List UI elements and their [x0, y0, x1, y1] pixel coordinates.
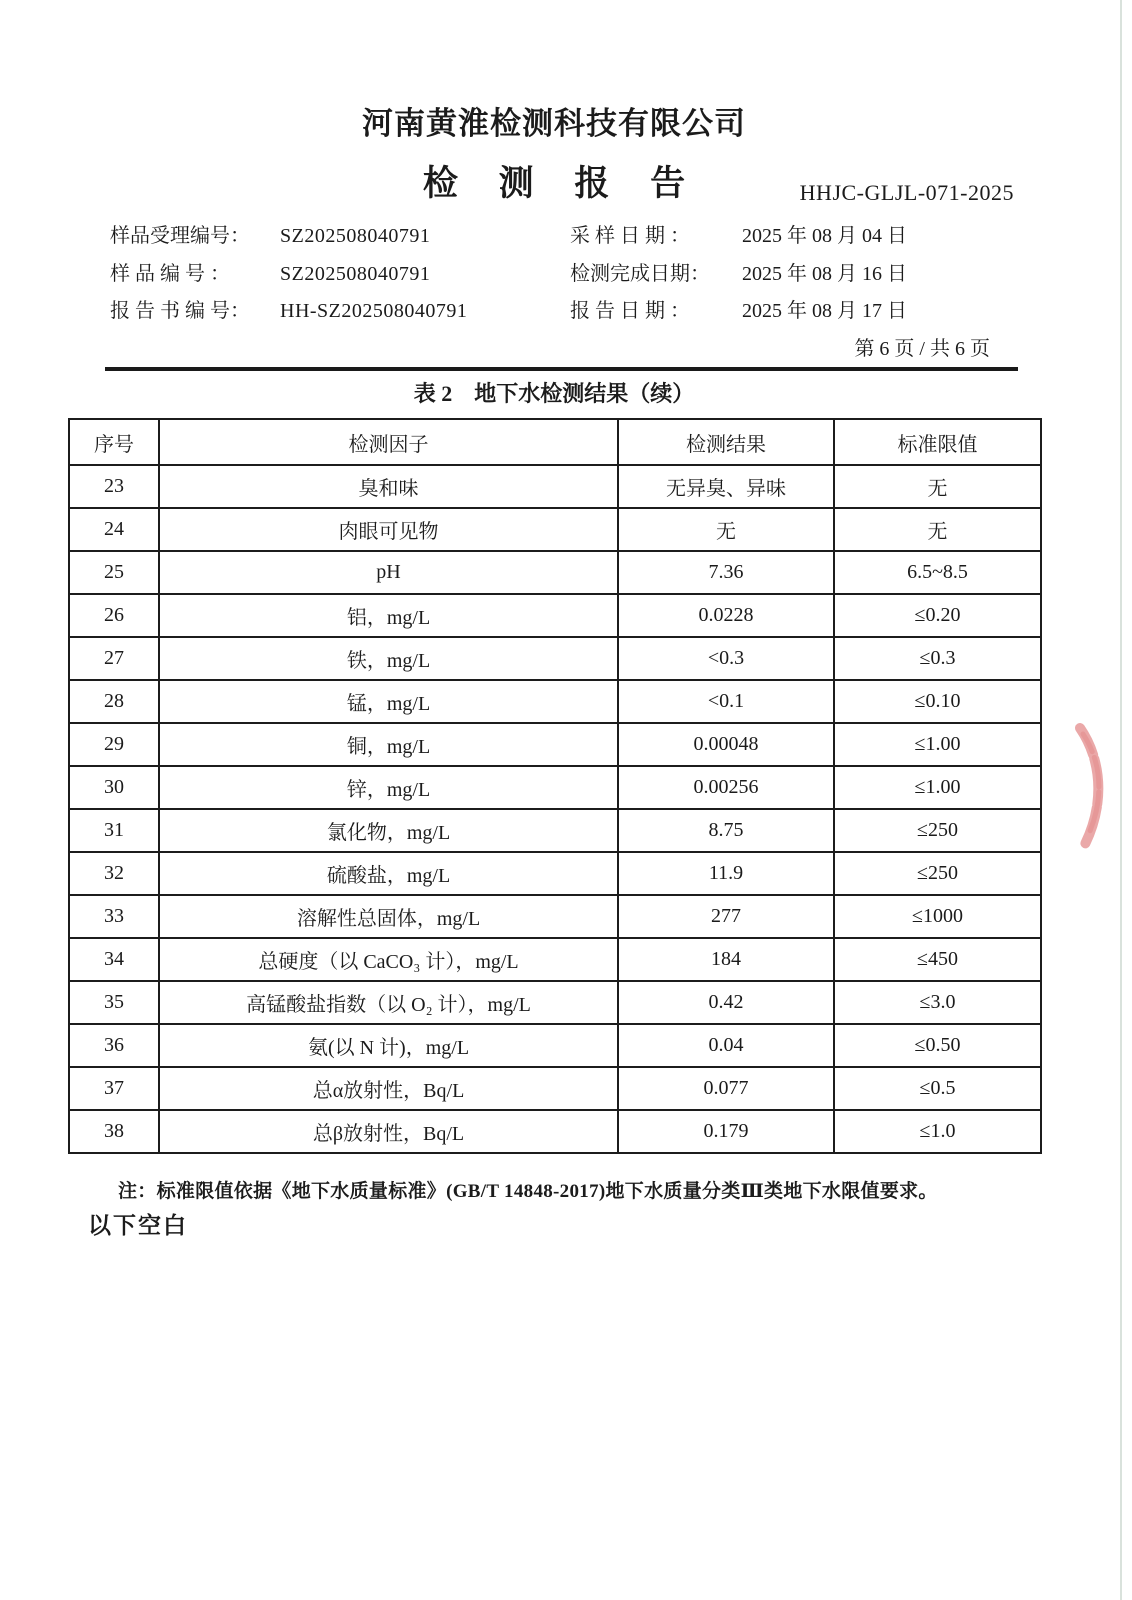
cell-limit: ≤1.00	[834, 723, 1041, 766]
cell-limit: ≤450	[834, 938, 1041, 981]
cell-limit: ≤1.0	[834, 1110, 1041, 1153]
table-row	[69, 1067, 1041, 1110]
cell-seq: 35	[69, 981, 159, 1024]
cell-factor: 总α放射性，Bq/L	[159, 1067, 618, 1110]
cell-seq: 23	[69, 465, 159, 508]
sampling-date-label: 采 样 日 期 ：	[570, 225, 690, 247]
cell-result: 7.36	[618, 551, 834, 594]
cell-seq: 28	[69, 680, 159, 723]
cell-result: 0.0228	[618, 594, 834, 637]
cell-limit: ≤0.5	[834, 1067, 1041, 1110]
cell-result: 无异臭、异味	[618, 465, 834, 508]
header-result: 检测结果	[618, 419, 834, 465]
table-row	[69, 594, 1041, 637]
cell-result: 0.00256	[618, 766, 834, 809]
cell-seq: 38	[69, 1110, 159, 1153]
table-row	[69, 1110, 1041, 1153]
test-complete-date-value: 2025 年 08 月 16 日	[742, 263, 907, 285]
report-date-label: 报 告 日 期 ：	[570, 300, 690, 322]
cell-limit: 无	[834, 508, 1041, 551]
standard-note: 注：标准限值依据《地下水质量标准》(GB/T 14848-2017)地下水质量分类Ⅲ类地下水限值要求。	[118, 1181, 938, 1202]
sample-acceptance-no-value: SZ202508040791	[280, 225, 431, 247]
table-row	[69, 852, 1041, 895]
table-row	[69, 809, 1041, 852]
header-seq: 序号	[69, 419, 159, 465]
sample-no-label: 样 品 编 号 ：	[110, 263, 230, 285]
table-row	[69, 680, 1041, 723]
meta-row-3	[0, 297, 1132, 325]
report-no-value: HH-SZ202508040791	[280, 300, 468, 322]
sampling-date-value: 2025 年 08 月 04 日	[742, 225, 907, 247]
test-complete-date-label: 检测完成日期：	[570, 263, 710, 285]
cell-factor: 锌，mg/L	[159, 766, 618, 809]
cell-factor: 溶解性总固体，mg/L	[159, 895, 618, 938]
cell-result: 184	[618, 938, 834, 981]
cell-result: 0.00048	[618, 723, 834, 766]
cell-limit: ≤250	[834, 852, 1041, 895]
red-seal-fragment	[1070, 722, 1122, 856]
cell-seq: 33	[69, 895, 159, 938]
table-row	[69, 637, 1041, 680]
report-code: HHJC-GLJL-071-2025	[799, 180, 1014, 205]
header-factor: 检测因子	[159, 419, 618, 465]
cell-seq: 27	[69, 637, 159, 680]
header-rule	[105, 367, 1018, 371]
cell-seq: 30	[69, 766, 159, 809]
table-header-row	[69, 419, 1041, 465]
cell-limit: ≤0.50	[834, 1024, 1041, 1067]
sample-acceptance-no-label: 样品受理编号：	[110, 225, 250, 247]
cell-limit: ≤3.0	[834, 981, 1041, 1024]
cell-seq: 36	[69, 1024, 159, 1067]
cell-result: 8.75	[618, 809, 834, 852]
cell-factor: pH	[159, 551, 618, 594]
report-title: 检 测 报 告	[422, 164, 702, 203]
cell-seq: 31	[69, 809, 159, 852]
cell-result: 0.077	[618, 1067, 834, 1110]
scan-edge-artifact	[1120, 0, 1122, 1600]
cell-seq: 37	[69, 1067, 159, 1110]
cell-seq: 24	[69, 508, 159, 551]
cell-result: 11.9	[618, 852, 834, 895]
page-indicator: 第 6 页 / 共 6 页	[854, 338, 990, 360]
cell-limit: 无	[834, 465, 1041, 508]
cell-limit: ≤0.10	[834, 680, 1041, 723]
cell-factor: 硫酸盐，mg/L	[159, 852, 618, 895]
cell-seq: 25	[69, 551, 159, 594]
cell-result: 0.04	[618, 1024, 834, 1067]
sample-no-value: SZ202508040791	[280, 263, 431, 285]
cell-factor: 锰，mg/L	[159, 680, 618, 723]
table-row	[69, 938, 1041, 981]
cell-limit: ≤1.00	[834, 766, 1041, 809]
cell-result: 277	[618, 895, 834, 938]
cell-seq: 34	[69, 938, 159, 981]
cell-limit: ≤1000	[834, 895, 1041, 938]
table-title: 表 2 地下水检测结果（续）	[413, 381, 695, 406]
report-date-value: 2025 年 08 月 17 日	[742, 300, 907, 322]
results-table	[68, 418, 1042, 1154]
meta-row-2	[0, 260, 1132, 288]
cell-factor: 总β放射性，Bq/L	[159, 1110, 618, 1153]
report-no-label: 报 告 书 编 号：	[110, 300, 250, 322]
cell-factor: 总硬度（以 CaCO₃ 计），mg/L	[159, 938, 618, 981]
cell-result: 无	[618, 508, 834, 551]
cell-limit: ≤250	[834, 809, 1041, 852]
table-row	[69, 1024, 1041, 1067]
table-row	[69, 766, 1041, 809]
meta-row-1	[0, 222, 1132, 250]
cell-result: 0.179	[618, 1110, 834, 1153]
header-limit: 标准限值	[834, 419, 1041, 465]
blank-below-label: 以下空白	[88, 1212, 188, 1238]
cell-factor: 肉眼可见物	[159, 508, 618, 551]
cell-result: 0.42	[618, 981, 834, 1024]
cell-limit: ≤0.20	[834, 594, 1041, 637]
table-row	[69, 508, 1041, 551]
table-row	[69, 981, 1041, 1024]
table-row	[69, 465, 1041, 508]
cell-limit: 6.5~8.5	[834, 551, 1041, 594]
cell-factor: 臭和味	[159, 465, 618, 508]
table-row	[69, 551, 1041, 594]
cell-seq: 26	[69, 594, 159, 637]
cell-seq: 29	[69, 723, 159, 766]
table-row	[69, 895, 1041, 938]
cell-result: <0.3	[618, 637, 834, 680]
company-name: 河南黄淮检测科技有限公司	[362, 106, 746, 141]
cell-result: <0.1	[618, 680, 834, 723]
table-row	[69, 723, 1041, 766]
cell-factor: 氯化物，mg/L	[159, 809, 618, 852]
cell-factor: 铁，mg/L	[159, 637, 618, 680]
cell-factor: 高锰酸盐指数（以 O₂ 计），mg/L	[159, 981, 618, 1024]
cell-factor: 铝，mg/L	[159, 594, 618, 637]
cell-limit: ≤0.3	[834, 637, 1041, 680]
cell-factor: 铜，mg/L	[159, 723, 618, 766]
cell-factor: 氨(以 N 计)，mg/L	[159, 1024, 618, 1067]
cell-seq: 32	[69, 852, 159, 895]
